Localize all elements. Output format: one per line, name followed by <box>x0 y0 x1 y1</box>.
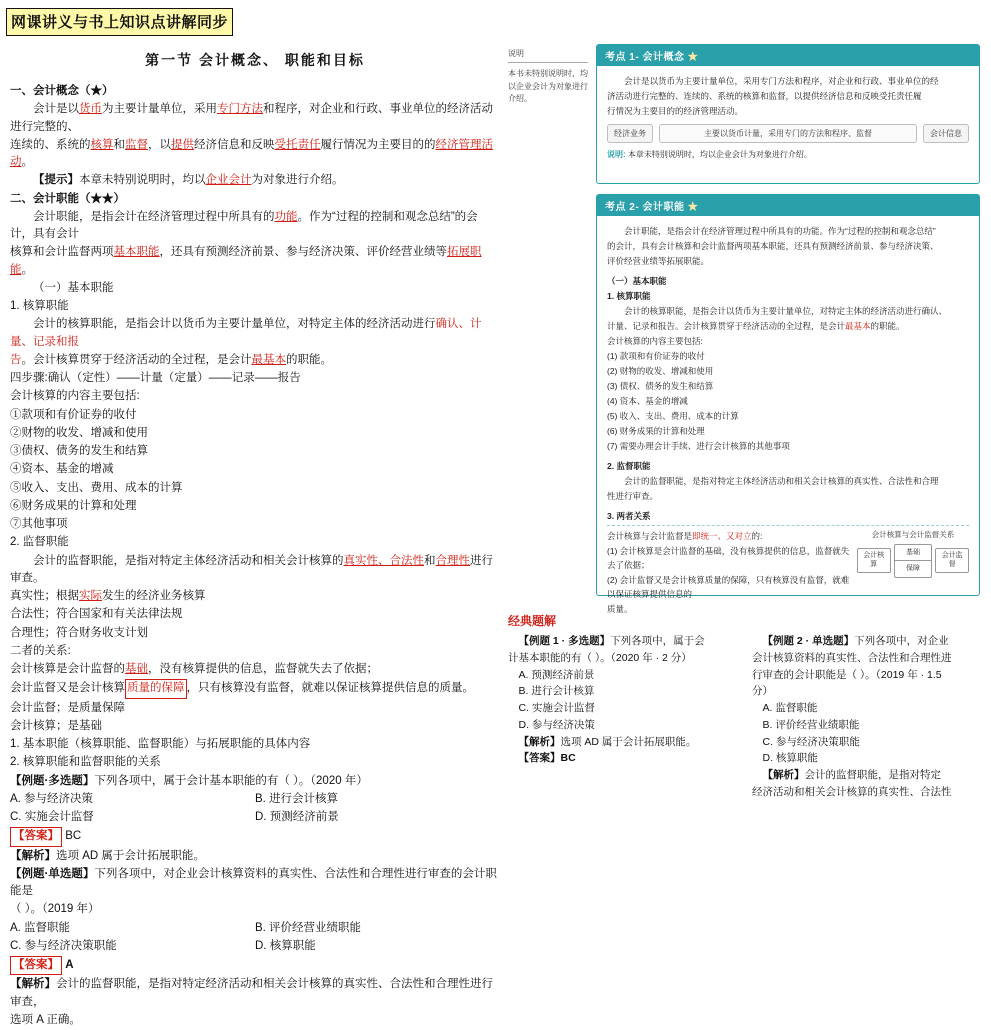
text-run: ，以 <box>148 138 171 151</box>
kp2-relation-line2: (1) 会计核算是会计监督的基础，没有核算提供的信息，监督就失去了依据； <box>607 546 850 571</box>
accounting-content-item: ①款项和有价证券的收付 <box>10 408 137 421</box>
explanation-label: 【解析】 <box>10 849 56 862</box>
example-1 <box>10 773 500 790</box>
accounting-content-item: ⑦其他事项 <box>10 518 68 530</box>
option-c: C. 实施会计监督 <box>10 811 94 823</box>
option-a: A. 参与经济决策 <box>10 792 94 805</box>
kp2-accounting-line1: 会计的核算职能，是指会计以货币为主要计量单位，对特定主体的经济活动进行确认、 <box>624 306 948 317</box>
concept-tip <box>10 172 500 189</box>
kp2-relation-diagram <box>857 529 969 577</box>
text-run: ，还具有预测经济前景、参与经济决策、评价经营业绩等 <box>159 246 447 259</box>
subheading-accounting-function: 1. 核算职能 <box>10 300 69 312</box>
kp1-line3: 行情况为主要目的的经济管理活动。 <box>607 106 744 117</box>
text-run: 的职能。 <box>870 321 905 332</box>
highlight-most-basic: 最基本 <box>845 321 871 332</box>
flow-box-input: 经济业务 <box>607 124 653 143</box>
question-bank-title: 经典题解 <box>508 614 557 628</box>
explanation-text: 会计的监督职能，是指对特定经济活动和相关会计核算的真实性、合法性和合理性进行审查， <box>10 978 493 1008</box>
kp2-relation-line3: (2) 会计监督又是会计核算质量的保障，只有核算没有监督，就难以保证核算提供信息的 <box>607 575 850 600</box>
option-d: D. 预测经济前景 <box>255 811 339 823</box>
text-run: 下列各项中，对企业 <box>854 635 949 647</box>
text-run: 为主要计量单位，采用 <box>102 103 217 116</box>
example-1-answer <box>10 827 500 846</box>
example-stem: 下列各项中，对企业会计核算资料的真实性、合法性和合理性进行审查的会计职能是 <box>10 867 497 897</box>
knowledge-point-2-header <box>597 195 979 216</box>
q1-explanation-text: 选项 AD 属于会计拓展职能。 <box>560 735 697 748</box>
option-b: B. 评价经营业绩职能 <box>255 921 362 934</box>
question-columns <box>508 634 982 802</box>
kp1-note-text: 本章未特别说明时，均以企业会计为对象进行介绍。 <box>627 150 812 160</box>
example-2-explanation-line2: 选项 A 正确。 <box>10 1013 81 1026</box>
text-run: 为对象进行介绍。 <box>251 174 344 187</box>
q1-option-b: B. 进行会计核算 <box>518 685 595 698</box>
option-c: C. 参与经济决策职能 <box>10 939 117 952</box>
relation-line4: 会计核算；是基础 <box>10 719 102 732</box>
heading-concept: 一、会计概念（★） <box>10 85 114 97</box>
answer-value: A <box>65 959 74 971</box>
option-a: A. 监督职能 <box>10 921 71 934</box>
q1-option-d: D. 参与经济决策 <box>518 718 595 731</box>
highlight-function: 功能 <box>274 210 298 223</box>
text-run: 核算和会计监督两项 <box>10 246 114 259</box>
kp1-note-label: 说明: <box>607 150 626 160</box>
option-group-left <box>10 791 255 828</box>
rationality-line: 合理性；符合财务收支计划 <box>10 626 148 639</box>
textbook-column <box>508 30 982 615</box>
highlight-basic-function: 基本职能 <box>113 246 160 259</box>
highlight-accounting: 核算 <box>90 138 114 151</box>
kp2-content-item: (6) 财务成果的计算和处理 <box>607 426 705 437</box>
question-2 <box>752 634 982 802</box>
answer-label: 【答案】 <box>10 827 62 846</box>
highlight-enterprise-accounting: 企业会计 <box>205 174 252 187</box>
kp2-supervision-heading: 2. 监督职能 <box>607 461 651 472</box>
text-run: 本章未特别说明时，均以 <box>79 174 206 187</box>
relation-line1 <box>10 661 500 678</box>
q1-option-c: C. 实施会计监督 <box>518 702 595 714</box>
text-run: 和 <box>424 554 436 567</box>
question-1-stem-line2: 计基本职能的有（ ）。（2020 年 · 2 分） <box>508 651 692 664</box>
q2-option-c: C. 参与经济决策职能 <box>762 735 860 748</box>
concept-paragraph-line1 <box>10 101 500 136</box>
subheading-supervision-function: 2. 监督职能 <box>10 536 69 549</box>
text-run: 。 <box>21 156 33 168</box>
relation-intro: 二者的关系: <box>10 644 71 657</box>
diagram-box-middle <box>894 544 933 578</box>
option-group-left <box>10 920 255 957</box>
highlight-currency: 货币 <box>79 103 102 116</box>
question-2-stem <box>752 634 982 650</box>
text-run: 连续的、系统的 <box>10 138 91 151</box>
text-run: 和程序，对企业和行政、事业单位的经济活动进行完整的、 <box>10 103 493 133</box>
question-1-label: 【例题 1 · 多选题】 <box>518 635 611 647</box>
functions-paragraph-line2 <box>10 244 500 279</box>
kp2-content-item: (7) 需要办理会计手续、进行会计核算的其他事项 <box>607 441 790 452</box>
answer-value: BC <box>65 830 82 843</box>
example-2-answer <box>10 956 500 975</box>
knowledge-point-1 <box>596 44 980 184</box>
q1-answer <box>508 751 738 767</box>
q2-explanation-text: 会计的监督职能，是指对特定 <box>804 769 941 781</box>
kp2-relation-line1 <box>607 529 851 543</box>
q1-option-a: A. 预测经济前景 <box>518 668 595 681</box>
highlight-extended-function: 拓展职能 <box>10 246 482 276</box>
kp2-relation-heading: 3. 两者关系 <box>607 511 651 522</box>
kp1-flow-diagram <box>607 124 969 143</box>
kp2-supervision-line1: 会计的监督职能，是指对特定主体经济活动和相关会计核算的真实性、合法性和合理 <box>624 476 939 487</box>
summary-item-1: 1. 基本职能（核算职能、监督职能）与拓展职能的具体内容 <box>10 738 311 750</box>
dashed-divider <box>607 525 969 526</box>
q2-explanation-label: 【解析】 <box>762 769 805 781</box>
text-run: 会计核算是会计监督的 <box>10 663 125 675</box>
text-run: 发生的经济业务核算 <box>102 590 206 602</box>
q1-answer-value: BC <box>560 752 576 765</box>
question-1-stem <box>508 634 738 650</box>
question-bank-section <box>508 612 982 802</box>
text-run: 会计的监督职能，是指对特定主体经济活动和相关会计核算的 <box>33 554 344 567</box>
text-run: ，没有核算提供的信息，监督就失去了依据； <box>148 663 378 675</box>
kp2-line1: 会计职能，是指会计在经济管理过程中所具有的功能。作为“过程的控制和观念总结” <box>624 226 936 236</box>
functions-paragraph-line1 <box>10 209 500 244</box>
knowledge-point-2-body <box>597 216 979 623</box>
example-label: 【例题·多选题】 <box>10 774 95 787</box>
example-1-explanation <box>10 848 500 865</box>
highlight-truth-legality: 真实性、合法性 <box>343 554 424 567</box>
question-2-stem-line2: 会计核算资料的真实性、合法性和合理性进 <box>752 651 952 664</box>
text-run: 计量、记录和报告。会计核算贯穿于经济活动的全过程，是会计 <box>607 321 846 332</box>
knowledge-point-2-title: 考点 2- 会计职能 <box>605 202 685 213</box>
highlight-most-basic: 最基本 <box>251 353 286 366</box>
accounting-function-line1 <box>10 316 500 351</box>
legality-line: 合法性；符合国家和有关法律法规 <box>10 608 183 621</box>
diagram-box-supervision: 会计监督 <box>935 548 969 573</box>
kp2-line2: 的会计，具有会计核算和会计监督两项基本职能，还具有预测经济前景、参与经济决策、 <box>607 241 939 252</box>
text-run: 会计监督又是会计核算 <box>10 682 125 695</box>
knowledge-point-1-body <box>597 66 979 167</box>
kp1-line2: 济活动进行完整的、连续的、系统的核算和监督，以提供经济信息和反映受托责任履 <box>607 91 922 102</box>
highlight-econ-mgmt: 经济管理活动 <box>10 138 493 168</box>
highlight-fiduciary: 受托责任 <box>274 138 321 151</box>
accounting-function-line2 <box>10 352 500 369</box>
option-d: D. 核算职能 <box>255 939 316 952</box>
star-icon: ★ <box>687 52 699 63</box>
page-banner: 网课讲义与书上知识点讲解同步 <box>6 8 233 36</box>
kp2-basic-heading: （一）基本职能 <box>607 276 667 287</box>
q2-option-a: A. 监督职能 <box>762 702 818 714</box>
kp2-content-item: (5) 收入、支出、费用、成本的计算 <box>607 411 739 422</box>
accounting-content-item: ④资本、基金的增减 <box>10 463 114 476</box>
diagram-box-accounting: 会计核算 <box>857 548 891 573</box>
q1-answer-label: 【答案】 <box>518 752 561 765</box>
question-2-label: 【例题 2 · 单选题】 <box>762 635 855 647</box>
page-title: 第一节 会计概念、 职能和目标 <box>145 52 365 68</box>
text-run: 下列各项中，属于会 <box>610 635 705 647</box>
diagram-label-guarantee: 保障 <box>895 560 932 577</box>
question-1 <box>508 634 738 802</box>
highlight-unified-opposed: 即统一、又对立 <box>692 531 752 542</box>
text-run: 。 <box>21 263 33 276</box>
text-run: 真实性；根据 <box>10 590 79 602</box>
highlight-provide: 提供 <box>171 138 194 151</box>
example-stem: 下列各项中，属于会计基本职能的有（ ）。（2020 年） <box>94 774 368 787</box>
q1-explanation <box>508 735 738 751</box>
explanation-text: 选项 AD 属于会计拓展职能。 <box>56 849 205 862</box>
text-run: 会计职能，是指会计在经济管理过程中所具有的 <box>33 210 275 223</box>
highlight-method: 专门方法 <box>217 103 263 116</box>
text-run: 的: <box>751 531 763 542</box>
kp2-line3: 评价经营业绩等拓展职能。 <box>607 256 710 267</box>
supervision-function-line <box>10 553 500 588</box>
highlight-supervision: 监督 <box>125 138 148 151</box>
example-2 <box>10 866 500 901</box>
margin-note-title: 说明 <box>508 48 588 63</box>
text-run: 会计核算与会计监督是 <box>607 531 693 542</box>
text-run: 会计的核算职能，是指会计以货币为主要计量单位，对特定主体的经济活动进行 <box>33 318 436 331</box>
heading-functions: 二、会计职能（★★） <box>10 192 125 205</box>
knowledge-point-1-header <box>597 45 979 66</box>
text-run: 。作为“过程的控制和观念总结”的会计，具有会计 <box>10 210 478 240</box>
q1-explanation-label: 【解析】 <box>518 735 561 748</box>
diagram-boxes <box>857 544 969 578</box>
star-icon: ★ <box>687 202 699 213</box>
text-run: 。会计核算贯穿于经济活动的全过程，是会计 <box>21 353 252 366</box>
kp1-line1: 会计是以货币为主要计量单位，采用专门方法和程序，对企业和行政、事业单位的经 <box>624 76 939 86</box>
highlight-confirm-measure: 确认、计量、记录和报 <box>10 318 482 348</box>
kp2-relation-line4: 质量。 <box>607 604 633 615</box>
text-run: 经济信息和反映 <box>194 138 275 151</box>
q2-explanation-line2: 经济活动和相关会计核算的真实性、合法性 <box>752 785 952 798</box>
accounting-content-intro: 会计核算的内容主要包括: <box>10 390 140 403</box>
diagram-caption: 会计核算与会计监督关系 <box>871 530 955 540</box>
text-run: 进行审查。 <box>10 554 493 584</box>
kp2-relation-block <box>607 529 969 617</box>
example-2-stem-line2: （ ）。（2019 年） <box>10 903 100 916</box>
explanation-label: 【解析】 <box>10 978 56 991</box>
answer-label: 【答案】 <box>10 956 62 975</box>
lecture-notes-column <box>10 46 500 1030</box>
kp2-supervision-line2: 性进行审查。 <box>607 491 659 502</box>
tip-label: 【提示】 <box>33 174 79 187</box>
relation-line3: 会计监督；是质量保障 <box>10 701 125 714</box>
margin-note-text: 本书未特别说明时，均以企业会计为对象进行介绍。 <box>508 69 588 104</box>
kp2-content-item: (3) 债权、债务的发生和结算 <box>607 381 714 392</box>
truth-line <box>10 588 500 605</box>
subheading-basic-functions: （一）基本职能 <box>33 281 114 294</box>
textbook-page <box>508 30 982 615</box>
example-1-options <box>10 791 500 828</box>
highlight-report: 告 <box>10 353 22 366</box>
highlight-foundation: 基础 <box>125 663 148 675</box>
kp1-note <box>607 148 969 161</box>
accounting-content-item: ⑤收入、支出、费用、成本的计算 <box>10 481 183 494</box>
kp2-relation-text <box>607 529 851 617</box>
q2-explanation <box>752 768 982 784</box>
option-group-right <box>255 920 500 957</box>
text-run: 的职能。 <box>286 353 332 366</box>
highlight-quality-guarantee: 质量的保障 <box>125 679 187 698</box>
knowledge-point-1-title: 考点 1- 会计概念 <box>605 52 685 63</box>
relation-line2 <box>10 679 500 698</box>
text-run: ，只有核算没有监督，就难以保证核算提供信息的质量。 <box>186 682 474 695</box>
kp2-content-item: (1) 款项和有价证券的收付 <box>607 351 705 362</box>
q2-option-d: D. 核算职能 <box>762 752 818 765</box>
concept-paragraph-line2 <box>10 137 500 172</box>
q2-option-b: B. 评价经营业绩职能 <box>762 718 860 731</box>
highlight-actual: 实际 <box>79 590 102 602</box>
kp2-accounting-line2 <box>607 319 969 333</box>
flow-box-output: 会计信息 <box>923 124 969 143</box>
example-label: 【例题·单选题】 <box>10 867 95 880</box>
kp2-content-item: (2) 财物的收发、增减和使用 <box>607 366 714 377</box>
summary-item-2: 2. 核算职能和监督职能的关系 <box>10 756 161 769</box>
kp2-content-item: (4) 资本、基金的增减 <box>607 396 688 407</box>
highlight-rationality: 合理性 <box>435 554 470 567</box>
accounting-content-item: ②财物的收发、增减和使用 <box>10 426 148 439</box>
question-2-stem-line3: 行审查的会计职能是（ ）。（2019 年 · 1.5 <box>752 668 942 681</box>
flow-box-process: 主要以货币计量，采用专门的方法和程序、监督 <box>659 124 917 143</box>
diagram-label-foundation: 基础 <box>905 548 920 556</box>
four-steps: 四步骤:确认（定性）——计量（定量）——记录——报告 <box>10 372 301 384</box>
accounting-content-item: ⑥财务成果的计算和处理 <box>10 499 137 512</box>
example-2-explanation <box>10 976 500 1011</box>
kp2-content-intro: 会计核算的内容主要包括: <box>607 336 703 347</box>
text-run: 会计是以 <box>33 103 79 116</box>
text-run: 和 <box>113 138 125 151</box>
margin-note <box>508 48 588 106</box>
knowledge-point-2 <box>596 194 980 615</box>
example-2-options <box>10 920 500 957</box>
kp2-accounting-heading: 1. 核算职能 <box>607 291 651 302</box>
question-2-stem-line4: 分） <box>752 685 773 698</box>
option-b: B. 进行会计核算 <box>255 792 339 805</box>
text-run: 履行情况为主要目的的 <box>320 138 436 151</box>
option-group-right <box>255 791 500 828</box>
accounting-content-item: ③债权、债务的发生和结算 <box>10 445 148 457</box>
